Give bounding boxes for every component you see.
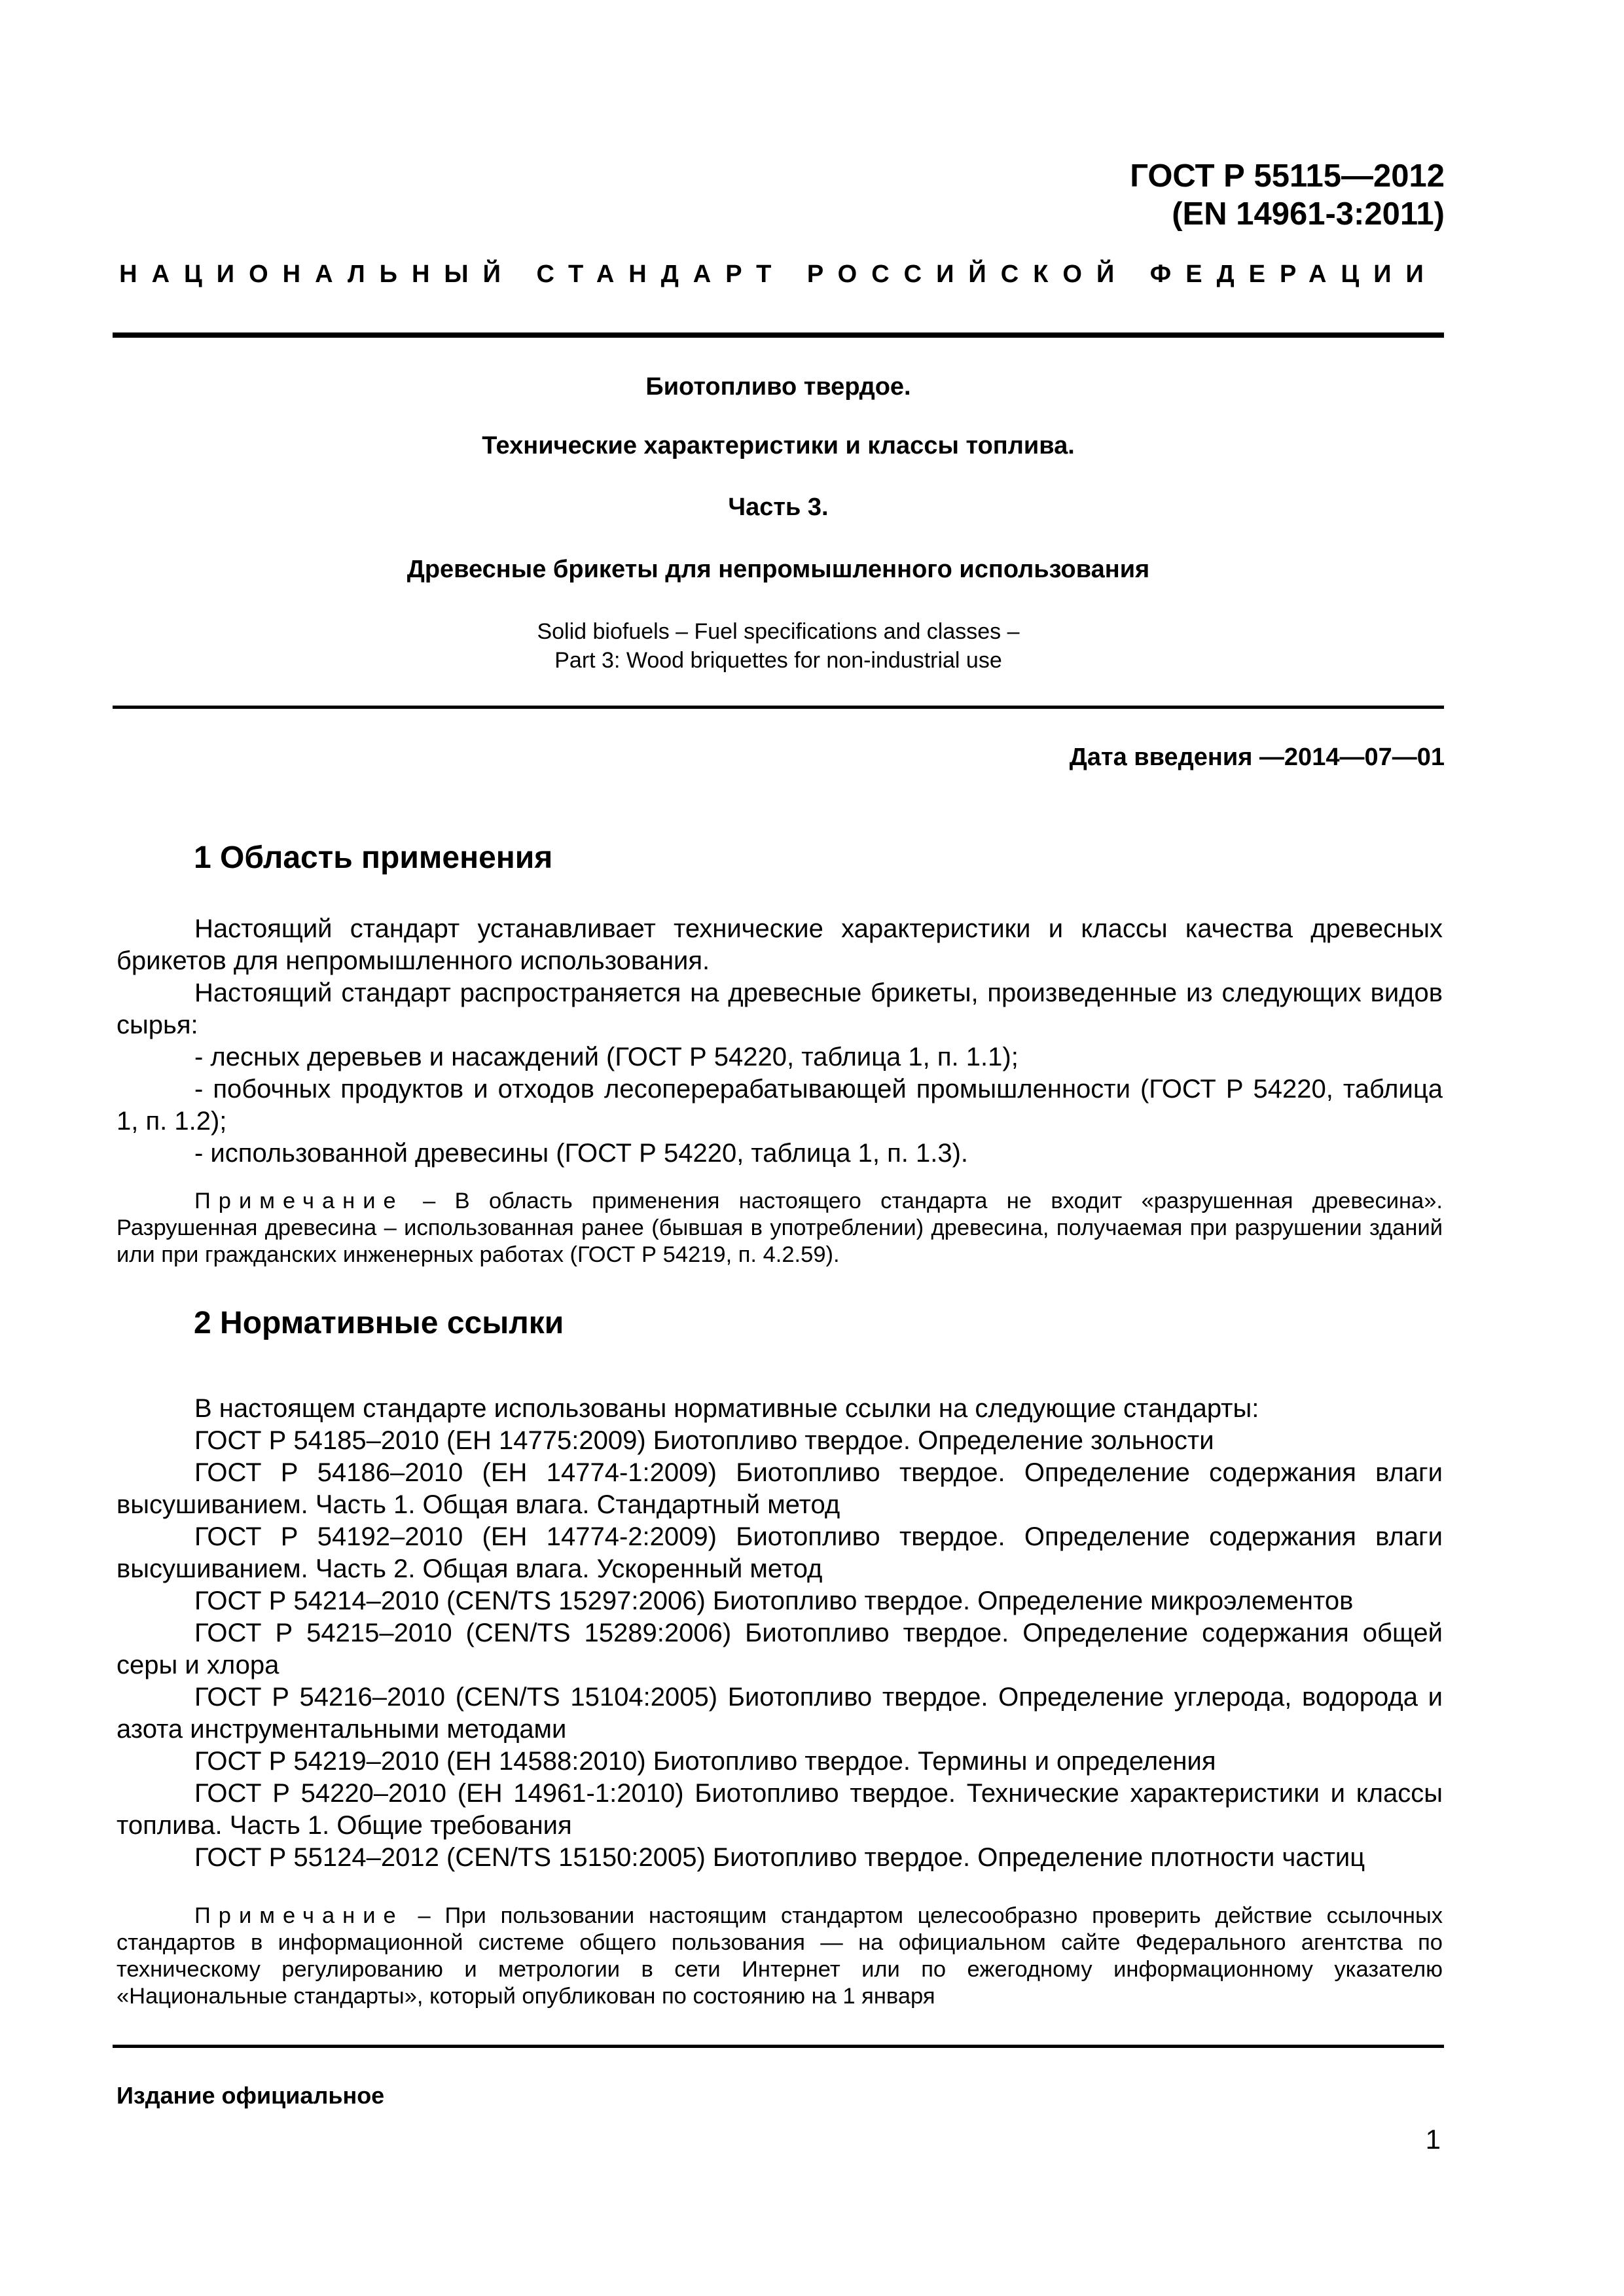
title-line-3: Часть 3.: [728, 493, 829, 521]
title-english-line-1: Solid biofuels – Fuel specifications and classes –: [537, 619, 1020, 644]
section-1-heading: 1 Область применения: [194, 840, 553, 875]
section-2-note: [117, 1903, 1443, 2010]
note-label: Примечание: [194, 1903, 404, 1928]
title-line-4: Древесные брикеты для непромышленного использования: [406, 556, 1150, 583]
en-number: (EN 14961-3:2011): [1172, 196, 1445, 232]
reference-item: ГОСТ Р 54185–2010 (ЕН 14775:2009) Биотопливо твердое. Определение зольности: [194, 1426, 1214, 1455]
section-2-body: [117, 1393, 1443, 1874]
reference-item: ГОСТ Р 54214–2010 (CEN/TS 15297:2006) Биотопливо твердое. Определение микроэлементов: [194, 1587, 1354, 1615]
note-label: Примечание: [194, 1189, 404, 1213]
section-1-body: [117, 913, 1443, 1170]
title-rule: [113, 706, 1444, 709]
date-of-introduction: Дата введения —2014—07—01: [1069, 744, 1445, 771]
note-text: – В область применения настоящего стандарта не входит «разрушенная древесина». Разрушенная древесина – использованная ранее (бывшая в употреблении) древесина, получаемая при разрушении зданий или при гражданских инженерных работах (ГОСТ Р 54219, п. 4.2.59).: [117, 1189, 1443, 1267]
gost-number: ГОСТ Р 55115—2012: [1130, 158, 1445, 194]
note-text: – При пользовании настоящим стандартом целесообразно проверить действие ссылочных стандартов в информационной системе общего пользования — на официальном сайте Федерального агентства по техническому регулированию и метрологии в сети Интернет или по ежегодному информационному указателю «Национальные стандарты», который опубликован по состоянию на 1 января: [117, 1903, 1443, 2009]
reference-item: ГОСТ Р 54215–2010 (CEN/TS 15289:2006) Биотопливо твердое. Определение содержания общей серы и хлора: [117, 1619, 1443, 1679]
title-line-2: Технические характеристики и классы топлива.: [482, 432, 1075, 459]
reference-item: ГОСТ Р 55124–2012 (CEN/TS 15150:2005) Биотопливо твердое. Определение плотности частиц: [194, 1843, 1365, 1872]
title-line-1: Биотопливо твердое.: [645, 373, 911, 401]
title-english-line-2: Part 3: Wood briquettes for non-industrial use: [554, 648, 1002, 673]
section-2-intro: В настоящем стандарте использованы нормативные ссылки на следующие стандарты:: [194, 1394, 1259, 1423]
section-2-heading: 2 Нормативные ссылки: [194, 1306, 564, 1340]
footer-rule: [113, 2045, 1444, 2048]
section-1-paragraph: Настоящий стандарт распространяется на древесные брикеты, произведенные из следующих видов сырья:: [117, 978, 1443, 1039]
reference-item: ГОСТ Р 54220–2010 (ЕН 14961-1:2010) Биотопливо твердое. Технические характеристики и классы топлива. Часть 1. Общие требования: [117, 1779, 1443, 1840]
reference-item: ГОСТ Р 54186–2010 (ЕН 14774-1:2009) Биотопливо твердое. Определение содержания влаги высушиванием. Часть 1. Общая влага. Стандартный метод: [117, 1458, 1443, 1519]
section-1-list-item: - лесных деревьев и насаждений (ГОСТ Р 54220, таблица 1, п. 1.1);: [194, 1043, 1019, 1071]
header-rule: [113, 332, 1444, 338]
section-1-note: [117, 1188, 1443, 1268]
reference-item: ГОСТ Р 54216–2010 (CEN/TS 15104:2005) Биотопливо твердое. Определение углерода, водорода и азота инструментальными методами: [117, 1683, 1443, 1744]
section-1-list-item: - побочных продуктов и отходов лесоперерабатывающей промышленности (ГОСТ Р 54220, таблица 1, п. 1.2);: [117, 1075, 1443, 1136]
section-1-paragraph: Настоящий стандарт устанавливает технические характеристики и классы качества древесных брикетов для непромышленного использования.: [117, 914, 1443, 975]
reference-item: ГОСТ Р 54219–2010 (ЕН 14588:2010) Биотопливо твердое. Термины и определения: [194, 1747, 1216, 1776]
national-standard-banner: НАЦИОНАЛЬНЫЙ СТАНДАРТ РОССИЙСКОЙ ФЕДЕРАЦИИ: [119, 260, 1438, 288]
section-1-list-item: - использованной древесины (ГОСТ Р 54220, таблица 1, п. 1.3).: [194, 1139, 969, 1168]
reference-item: ГОСТ Р 54192–2010 (ЕН 14774-2:2009) Биотопливо твердое. Определение содержания влаги высушиванием. Часть 2. Общая влага. Ускоренный метод: [117, 1522, 1443, 1583]
edition-label: Издание официальное: [117, 2082, 385, 2109]
page-number: 1: [1425, 2124, 1441, 2155]
